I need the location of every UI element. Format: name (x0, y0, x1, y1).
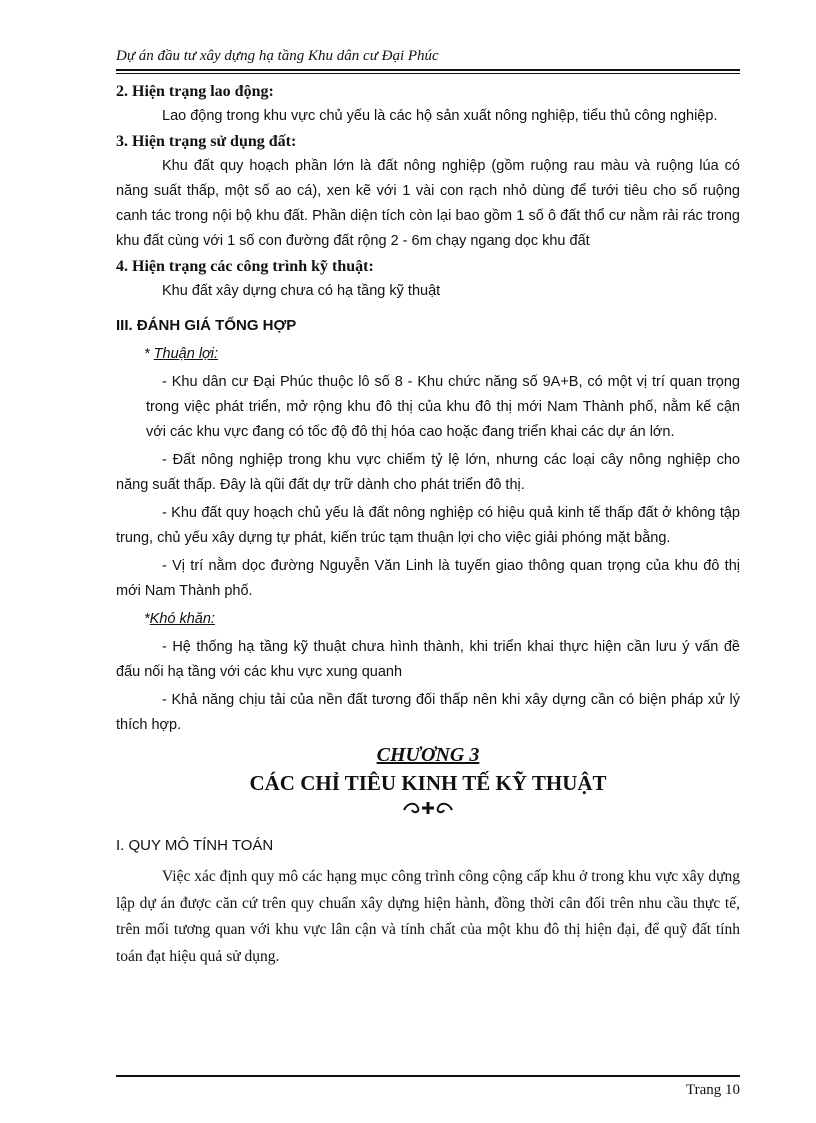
header-rule-thin (116, 73, 740, 74)
page-content (116, 80, 740, 970)
running-header: Dự án đầu tư xây dựng hạ tầng Khu dân cư Đại Phúc (116, 48, 439, 64)
chapter-number: CHƯƠNG 3 (376, 744, 480, 766)
advantages-label-text: Thuận lợi: (153, 346, 219, 362)
disadvantages-label-prefix: * (144, 611, 150, 627)
advantage-item: - Khu dân cư Đại Phúc thuộc lô số 8 - Khu chức năng số 9A+B, có một vị trí quan trọng trong việc phát triển, mở rộng khu đô thị của khu đô thị mới Nam Thành phố, nằm kế cận với các khu vực đang có tốc độ đô thị hóa cao hoặc đang triển khai các dự án lớn. (146, 374, 740, 440)
disadvantages-label-text: Khó khăn: (149, 611, 215, 627)
page-number: Trang 10 (685, 1082, 740, 1098)
advantages-label-prefix: * (144, 346, 154, 362)
advantages-label (116, 342, 740, 367)
heading-land-use: 3. Hiện trạng sử dụng đất: (116, 133, 297, 150)
heading-assessment: III. ĐÁNH GIÁ TỔNG HỢP (116, 317, 297, 334)
footer-rule (116, 1075, 740, 1077)
paragraph-infrastructure: Khu đất xây dựng chưa có hạ tầng kỹ thuật (162, 283, 441, 299)
paragraph-land-use: Khu đất quy hoạch phần lớn là đất nông nghiệp (gồm ruộng rau màu và ruộng lúa có năng suất thấp, một số ao cá), xen kẽ với 1 vài con rạch nhỏ dùng để tưới tiêu cho số ruộng canh tác trong nội bộ khu đất. Phần diện tích còn lại bao gồm 1 số ô đất thổ cư nằm rải rác trong khu đất cùng với 1 số con đường đất rộng 2 - 6m chạy ngang dọc khu đất (116, 158, 740, 249)
paragraph-labor: Lao động trong khu vực chủ yếu là các hộ sản xuất nông nghiệp, tiểu thủ công nghiệp. (162, 108, 718, 124)
heading-scale: I. QUY MÔ TÍNH TOÁN (116, 837, 274, 854)
ornament-divider-icon (116, 798, 740, 820)
advantage-item: - Vị trí nằm dọc đường Nguyễn Văn Linh là tuyến giao thông quan trọng của khu đô thị mới Nam Thành phố. (116, 558, 740, 599)
header-rule (116, 69, 740, 71)
advantage-item: - Khu đất quy hoạch chủ yếu là đất nông nghiệp có hiệu quả kinh tế thấp đất ở không tập trung, chủ yếu xây dựng tự phát, kiến trúc tạm thuận lợi cho việc giải phóng mặt bằng. (116, 505, 740, 546)
chapter-title: CÁC CHỈ TIÊU KINH TẾ KỸ THUẬT (249, 771, 607, 795)
advantage-item: - Đất nông nghiệp trong khu vực chiếm tỷ lệ lớn, nhưng các loại cây nông nghiệp cho năng suất thấp. Đây là qũi đất dự trữ dành cho phát triển đô thị. (116, 452, 740, 493)
paragraph-scale: Việc xác định quy mô các hạng mục công trình công cộng cấp khu ở trong khu vực xây dựng lập dự án được căn cứ trên quy chuẩn xây dựng hiện hành, đồng thời cân đối trên nhu cầu thực tế, trên mối tương quan với khu vực lân cận và tính chất của một khu đô thị hiện đại, để quỹ đất tính toán đạt hiệu quả sử dụng. (116, 868, 740, 965)
heading-labor: 2. Hiện trạng lao động: (116, 83, 274, 100)
disadvantage-item: - Hệ thống hạ tầng kỹ thuật chưa hình thành, khi triển khai thực hiện cần lưu ý vấn đề đấu nối hạ tầng với các khu vực xung quanh (116, 639, 740, 680)
disadvantage-item: - Khả năng chịu tải của nền đất tương đối thấp nên khi xây dựng cần có biện pháp xử lý thích hợp. (116, 692, 740, 733)
disadvantages-label (116, 607, 740, 632)
heading-infrastructure: 4. Hiện trạng các công trình kỹ thuật: (116, 258, 374, 275)
